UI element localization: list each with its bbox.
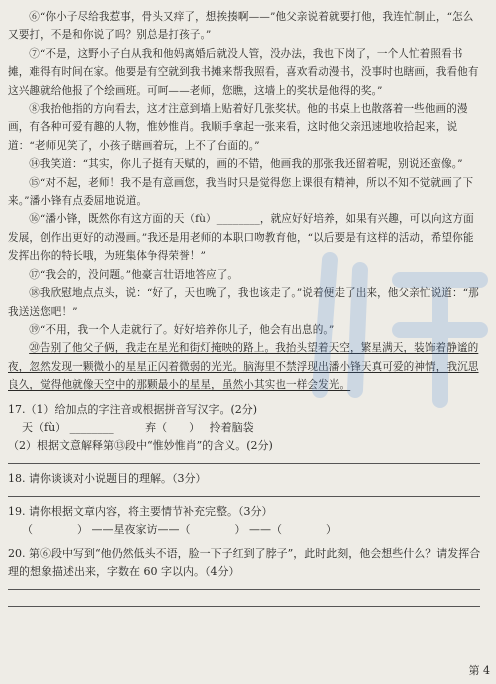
question-17-2: （2）根据文意解释第⑬段中“惟妙惟肖”的含义。(2分) (8, 438, 273, 452)
q17-item-2[interactable]: ________ (69, 420, 114, 434)
paragraph-14: ⑭我笑道：“其实，你儿子挺有天赋的，画的不错，他画我的那张我还留着呢，别说还蛮像。” (29, 158, 463, 171)
q17-item-4: 拎着脑袋 (209, 420, 254, 434)
answer-line-18[interactable] (8, 496, 480, 497)
paragraph-6: ⑥“你小子尽给我惹事，骨头又痒了，想挨揍啊——”他父亲说着就要打他，我连忙制止，“怎么又要打，不是和你说了吗？别总是打孩子。” (8, 11, 474, 42)
answer-line-20a[interactable] (8, 589, 480, 590)
q19-item-1[interactable]: （ ） (22, 522, 88, 536)
paragraph-15: ⑮“对不起，老师！我不是有意画您，我当时只是觉得您上课很有精神，所以不知不觉就画了下来。”潘小锋有点委屈地说道。 (8, 176, 474, 208)
question-19: 19. 请你根据文章内容，将主要情节补充完整。（3分） (8, 504, 273, 518)
question-17-items (8, 419, 482, 437)
answer-line-20b[interactable] (8, 606, 480, 607)
paragraph-7: ⑦“不是，这野小子白从我和他妈离婚后就没人管，没办法，我也下岗了，一个人忙着照看书摊，难得有时间在家。他要是有空就到我书摊来帮我照看，喜欢看动漫书，没事时也瞎画，我看他有这兴趣就给他报了个绘画班。可呵——老师，您瞧，这墙上的奖状是他得的奖。” (8, 47, 479, 97)
answer-line-17[interactable] (8, 463, 480, 464)
paragraph-19: ⑲“不用，我一个人走就行了。好好培养你儿子，他会有出息的。” (29, 323, 335, 336)
question-19-items (8, 521, 482, 539)
q17-item-3[interactable]: 弃（ ） (145, 420, 201, 434)
question-18: 18. 请你谈谈对小说题目的理解。（3分） (8, 471, 207, 485)
paragraph-16: ⑯“潘小锋，既然你有这方面的天（fù）________，就应好好培养，如果有兴趣，可以向这方面发展，创作出更好的动漫画。”我还是用老师的本职口吻教育他，“以后要是有这样的活动，希望你能发挥出你的特长哦，为班集体争得荣誉！” (8, 213, 474, 263)
paragraph-8: ⑧我抬他指的方向看去，这才注意到墙上贴着好几张奖状。他的书桌上也散落着一些他画的漫画，有各种可爱有趣的人物，惟妙惟肖。我顺手拿起一张来看，这时他父亲迅速地收拾起来，说道：“老师见笑了，小孩子瞎画着玩，上不了台面的。” (8, 103, 468, 152)
question-20: 20. 第⑥段中写到“他仍然低头不语，脸一下子红到了脖子”，此时此刻，他会想些什么？请发挥合理的想象描述出来，字数在 60 字以内。（4分） (8, 546, 481, 578)
page-number: 第 4 (468, 664, 490, 677)
paragraph-17: ⑰“我会的，没问题。”他豪言壮语地答应了。 (29, 268, 239, 281)
question-17-title: 17.（1）给加点的字注音或根据拼音写汉字。(2分) (8, 402, 258, 416)
q17-item-1: 天（fù） (22, 420, 67, 434)
paragraph-18: ⑱我欣慰地点点头，说：“好了，天也晚了，我也该走了。”说着便走了出来，他父亲忙说道：“那我送送您吧！” (8, 287, 479, 318)
paragraph-20: ⑳告别了他父子俩，我走在星光和街灯掩映的路上。我抬头望着天空，繁星满天，装饰着静谧的夜，忽然发现一颗微小的星星正闪着微弱的光光。脑海里不禁浮现出潘小锋天真可爱的神情，我沉思良久，觉得他就像天空中的那颗最小的星星，虽然小其实也一样会发光。 (8, 342, 479, 392)
q19-item-3[interactable]: ——（ ） (249, 522, 337, 536)
q19-item-2[interactable]: ——星夜家访——（ ） (91, 522, 246, 536)
